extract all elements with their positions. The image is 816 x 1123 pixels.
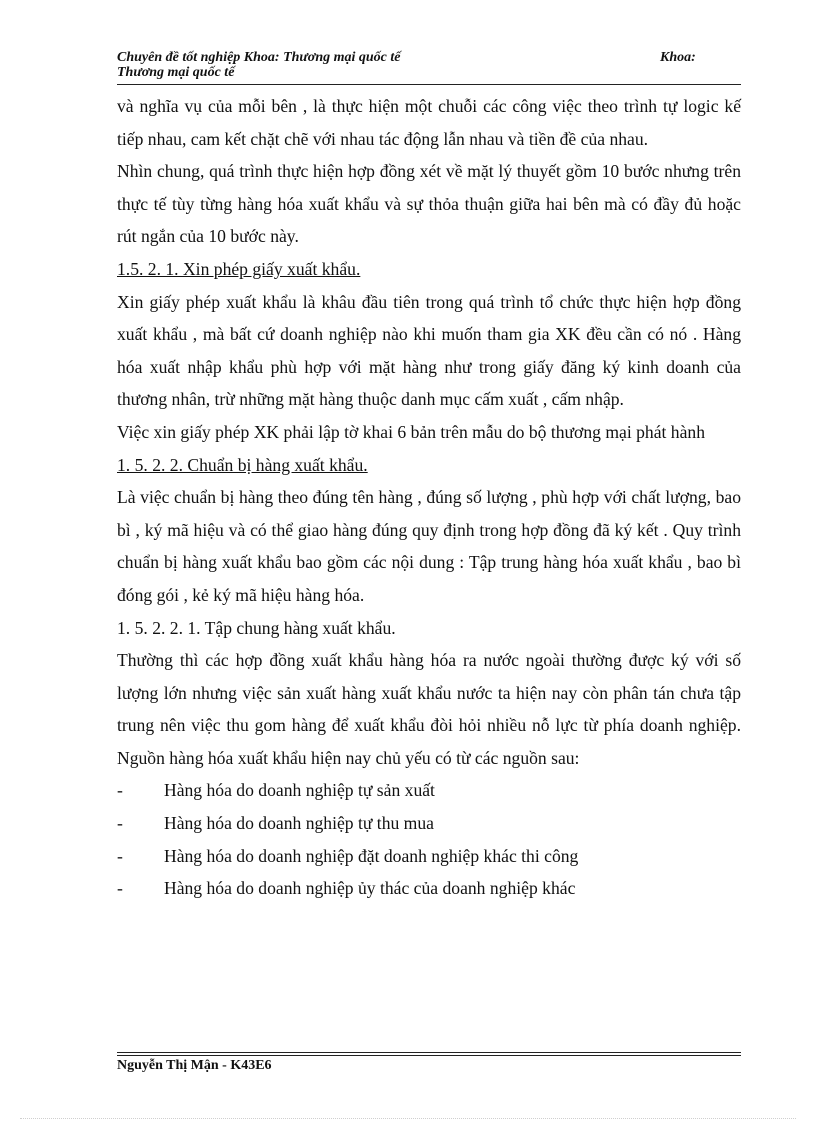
list-item (117, 872, 741, 905)
page-header (117, 50, 741, 80)
paragraph-3: Xin giấy phép xuất khẩu là khâu đầu tiên trong quá trình tổ chức thực hiện hợp đồng xuất khẩu , mà bất cứ doanh nghiệp nào khi muốn tham gia XK đều cần có nó . Hàng hóa xuất nhập khẩu phù hợp với mặt hàng như trong giấy đăng ký kinh doanh của thương nhân, trừ những mặt hàng thuộc danh mục cấm xuất , cấm nhập. (117, 291, 741, 410)
list-item (117, 840, 741, 873)
footer-divider-top (117, 1052, 741, 1053)
paragraph-4: Việc xin giấy phép XK phải lập tờ khai 6 bản trên mẫu do bộ thương mại phát hành (117, 421, 705, 442)
list-item-text: Hàng hóa do doanh nghiệp đặt doanh nghiệp khác thi công (164, 845, 579, 866)
list-dash: - (117, 845, 123, 866)
paragraph-2: Nhìn chung, quá trình thực hiện hợp đồng xét về mặt lý thuyết gồm 10 bước nhưng trên thực tế tùy từng hàng hóa xuất khẩu và sự thỏa thuận giữa hai bên mà có đầy đủ hoặc rút ngắn của 10 bước này. (117, 161, 741, 247)
list-item-text: Hàng hóa do doanh nghiệp tự thu mua (164, 813, 434, 834)
paragraph-6: Thường thì các hợp đồng xuất khẩu hàng hóa ra nước ngoài thường được ký với số lượng lớn nhưng việc sản xuất hàng xuất khẩu nước ta hiện nay còn phân tán chưa tập trung nên việc thu gom hàng để xuất khẩu đòi hỏi nhiều nỗ lực từ phía doanh nghiệp. Nguồn hàng hóa xuất khẩu hiện nay chủ yếu có từ các nguồn sau: (117, 650, 741, 768)
header-right-label: Khoa: (660, 50, 696, 65)
page-edge-dotted-line (20, 1118, 796, 1119)
footer-divider-bottom (117, 1055, 741, 1056)
document-body (117, 90, 741, 905)
section-heading-1-5-2-2: 1. 5. 2. 2. Chuẩn bị hàng xuất khẩu. (117, 454, 368, 475)
paragraph-5: Là việc chuẩn bị hàng theo đúng tên hàng , đúng số lượng , phù hợp với chất lượng, bao bì , ký mã hiệu và có thể giao hàng đúng quy định trong hợp đồng đã ký kết . Quy trình chuẩn bị hàng xuất khẩu bao gồm các nội dung : Tập trung hàng hóa xuất khẩu , bao bì đóng gói , kẻ ký mã hiệu hàng hóa. (117, 487, 741, 605)
header-title: Chuyên đề tốt nghiệp Khoa: Thương mại quốc tế (117, 50, 401, 65)
subsection-heading-1-5-2-2-1: 1. 5. 2. 2. 1. Tập chung hàng xuất khẩu. (117, 617, 396, 638)
header-divider (117, 84, 741, 85)
list-dash: - (117, 878, 123, 899)
paragraph-1: và nghĩa vụ của mỗi bên , là thực hiện một chuỗi các công việc theo trình tự logic kế tiếp nhau, cam kết chặt chẽ với nhau tác động lẫn nhau và tiền đề của nhau. (117, 96, 741, 149)
list-item (117, 774, 741, 807)
list-item-text: Hàng hóa do doanh nghiệp tự sản xuất (164, 780, 435, 801)
header-title-continued: Thương mại quốc tế (117, 65, 235, 80)
list-item (117, 807, 741, 840)
footer-author: Nguyễn Thị Mận - K43E6 (117, 1058, 272, 1073)
list-dash: - (117, 813, 123, 834)
list-dash: - (117, 780, 123, 801)
section-heading-1-5-2-1: 1.5. 2. 1. Xin phép giấy xuất khẩu. (117, 258, 361, 279)
list-item-text: Hàng hóa do doanh nghiệp ủy thác của doanh nghiệp khác (164, 878, 576, 899)
